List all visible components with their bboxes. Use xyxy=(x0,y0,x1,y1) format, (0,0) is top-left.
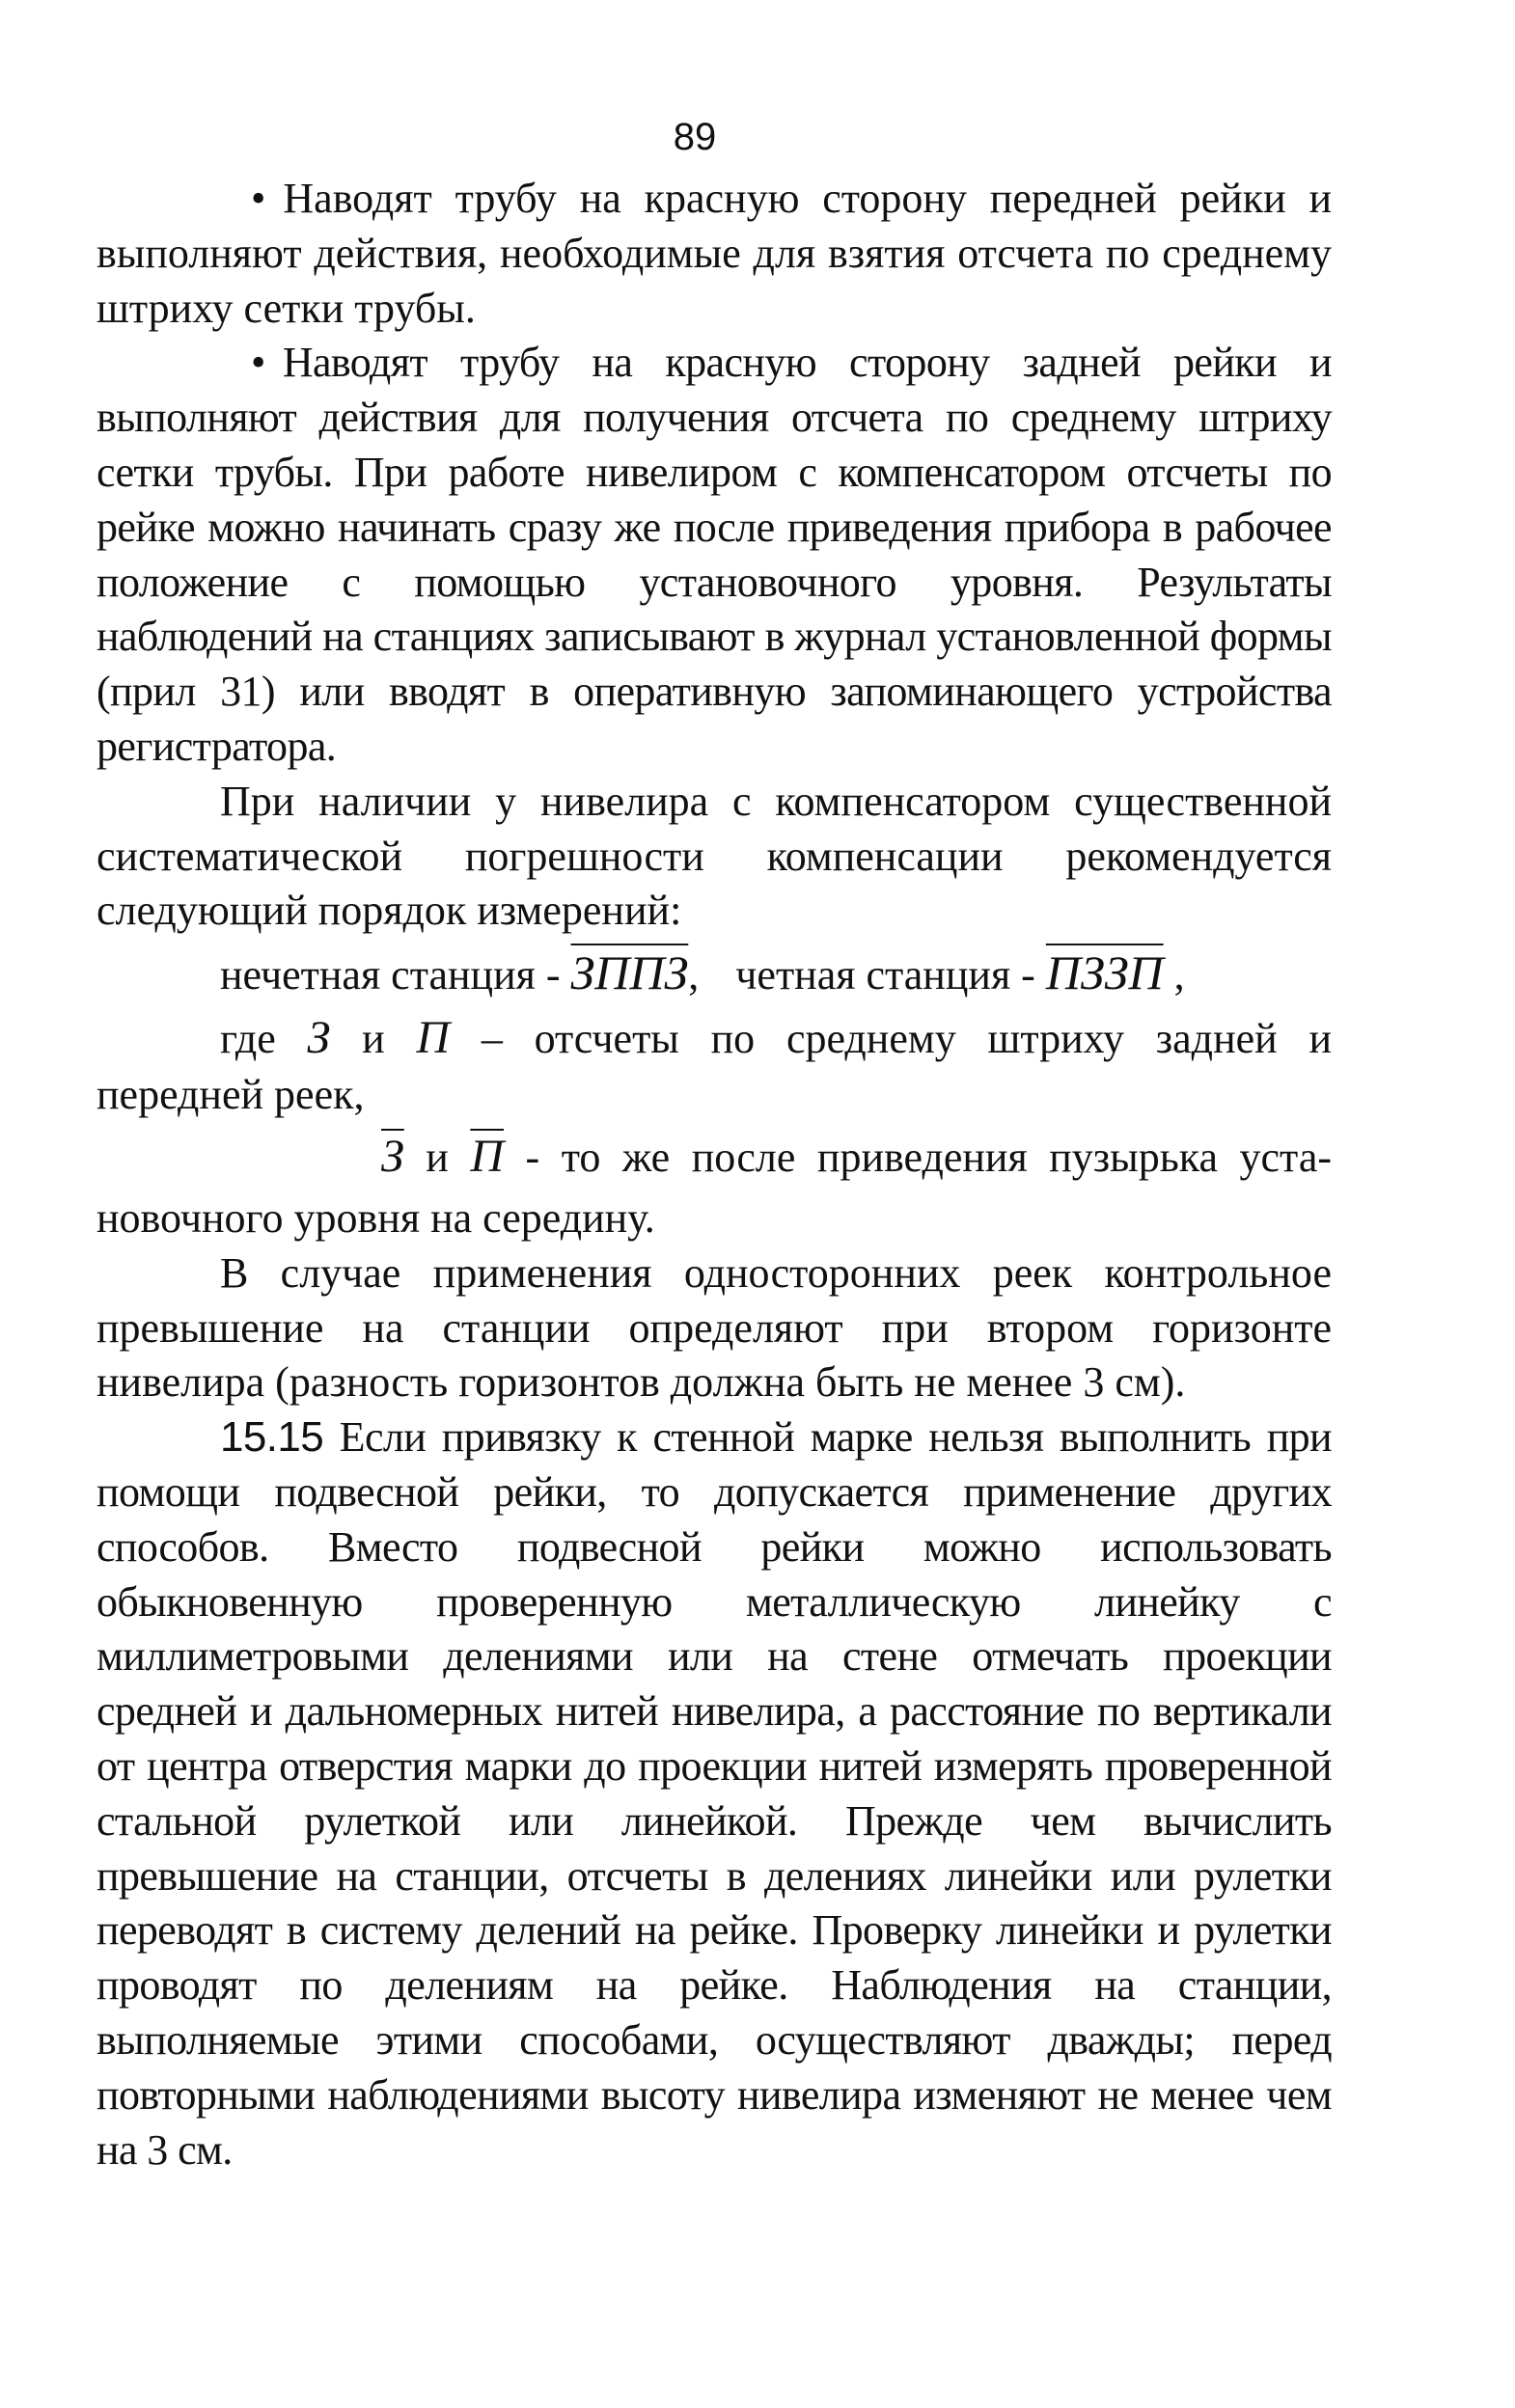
after-leveling-continuation: новочного уровня на середину. xyxy=(96,1193,655,1242)
bullet-icon: • xyxy=(251,175,266,222)
bullet-item-1 xyxy=(96,172,1332,336)
rear-reading-after-symbol: З xyxy=(381,1130,404,1182)
where-conjunction: и xyxy=(362,1015,385,1063)
page-number: 89 xyxy=(673,116,717,158)
after-leveling-definition-line xyxy=(96,1123,1332,1191)
even-station-label: четная станция - xyxy=(735,951,1035,999)
section-number: 15.15 xyxy=(220,1413,324,1462)
compensator-intro-paragraph: При наличии у нивелира с компенсатором существенной систематической погрешности компенсации рекомендуется следующий порядок измерений: xyxy=(96,777,1332,935)
station-order-formula xyxy=(96,939,1332,1009)
after-leveling-conjunction: и xyxy=(426,1133,449,1181)
section-15-15-text: Если привязку к стенной марке нельзя выполнить при помощи подвесной рейки, то допускается применение других способов. Вместо подвесной рейки можно использовать обыкновенную проверенную металлическую линейку с миллиметровыми делениями или на стене отмечать проекции средней и дальномерных нитей нивелира, а расстояние по вертикали от центра отверстия марки до проекции нитей измерять проверенной стальной рулеткой или линейкой. Прежде чем вычислить превышение на станции, отсчеты в делениях линейки или рулетки переводят в систему делений на рейке. Проверку линейки и рулетки проводят по делениям на рейке. Наблюдения на станции, выполняемые этими способами, осуществляют дважды; перед повторными наблюдениями высоту нивелира изменяют не менее чем на 3 см. xyxy=(96,1413,1332,2174)
rear-reading-symbol: З xyxy=(307,1012,331,1064)
where-definition-line xyxy=(96,1009,1332,1068)
even-station-comma: , xyxy=(1173,951,1185,999)
section-15-15-paragraph xyxy=(96,1410,1332,2177)
where-definition-continuation: передней реек, xyxy=(96,1071,365,1119)
page-body xyxy=(96,172,1332,2177)
odd-station-label: нечетная станция - xyxy=(220,951,561,999)
one-sided-staff-paragraph: В случае применения односторонних реек контрольное превышение на станции определяют при втором горизонте нивелира (разность горизонтов должна быть не менее 3 см). xyxy=(96,1248,1332,1407)
even-station-sequence: ПЗЗП xyxy=(1045,945,1164,1000)
front-reading-after-symbol: П xyxy=(470,1130,505,1182)
bullet-item-2-text: Наводят трубу на красную сторону задней рейки и выполняют действия для получения отсчета по среднему штриху сетки трубы. При работе нивелиром с компенсатором отсчеты по рейке можно начинать сразу же после приведения прибора в рабочее положение с помощью установочного уровня. Результаты наблюдений на станциях записывают в журнал установленной формы (прил 31) или вводят в оперативную запоминающего устройства регистратора. xyxy=(96,339,1332,770)
bullet-item-2 xyxy=(96,336,1332,774)
bullet-icon: • xyxy=(251,339,265,387)
bullet-item-1-text: Наводят трубу на красную сторону передней рейки и выполняют действия, необходимые для взятия отсчета по среднему штриху сетки трубы. xyxy=(96,175,1332,332)
after-leveling-definition-text: - то же после приведения пузырька уста- xyxy=(525,1133,1333,1181)
where-definition-text: – отсчеты по среднему штриху задней и xyxy=(481,1015,1333,1063)
where-word: где xyxy=(220,1015,276,1063)
odd-station-sequence: ЗППЗ xyxy=(570,945,689,1000)
front-reading-symbol: П xyxy=(416,1012,451,1064)
odd-station-comma: , xyxy=(688,951,700,999)
